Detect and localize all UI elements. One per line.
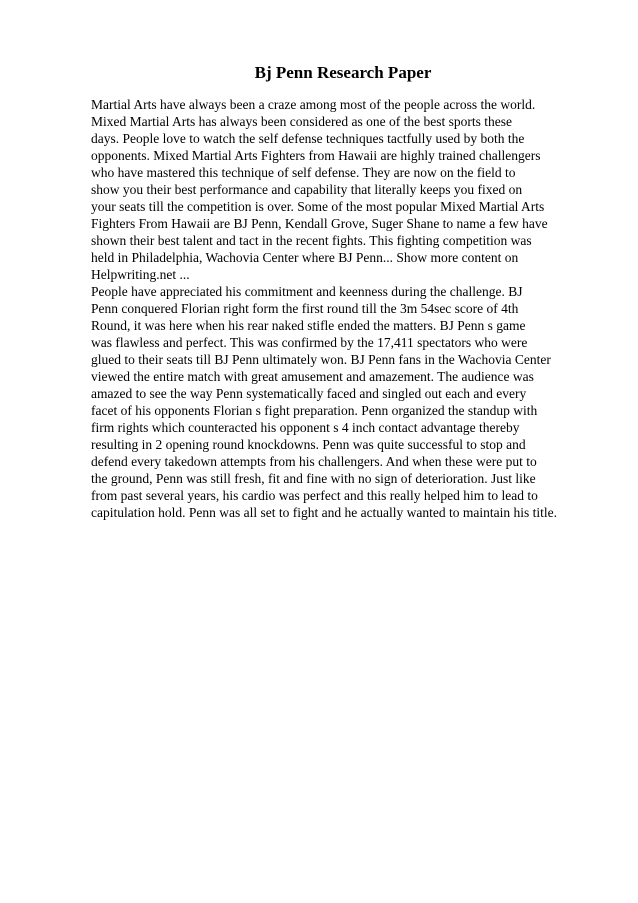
body-line: facet of his opponents Florian s fight preparation. Penn organized the standup with [91,403,538,418]
body-line: Mixed Martial Arts has always been considered as one of the best sports these [91,114,513,129]
body-line: resulting in 2 opening round knockdowns. Penn was quite successful to stop and [91,437,526,452]
document-title: Bj Penn Research Paper [254,63,432,82]
body-line: days. People love to watch the self defense techniques tactfully used by both the [91,131,525,146]
body-line: shown their best talent and tact in the recent fights. This fighting competition was [91,233,532,248]
body-line: viewed the entire match with great amusement and amazement. The audience was [91,369,534,384]
body-line: show you their best performance and capability that literally keeps you fixed on [91,182,523,197]
body-line: Martial Arts have always been a craze among most of the people across the world. [91,97,536,112]
body-line: capitulation hold. Penn was all set to fight and he actually wanted to maintain his title. [91,505,558,520]
body-line: People have appreciated his commitment and keenness during the challenge. BJ [91,284,523,299]
body-line: firm rights which counteracted his opponent s 4 inch contact advantage thereby [91,420,520,435]
body-line: Fighters From Hawaii are BJ Penn, Kendall Grove, Suger Shane to name a few have [91,216,548,231]
body-line: your seats till the competition is over. Some of the most popular Mixed Martial Arts [91,199,545,214]
body-line: amazed to see the way Penn systematically faced and singled out each and every [91,386,527,401]
body-line: defend every takedown attempts from his challengers. And when these were put to [91,454,537,469]
body-line: who have mastered this technique of self defense. They are now on the field to [91,165,516,180]
body-line: opponents. Mixed Martial Arts Fighters from Hawaii are highly trained challengers [91,148,541,163]
body-line: Round, it was here when his rear naked stifle ended the matters. BJ Penn s game [91,318,526,333]
body-line: held in Philadelphia, Wachovia Center where BJ Penn... Show more content on [91,250,519,265]
body-line: Helpwriting.net ... [91,267,190,282]
body-line: Penn conquered Florian right form the first round till the 3m 54sec score of 4th [91,301,519,316]
body-line: was flawless and perfect. This was confirmed by the 17,411 spectators who were [91,335,528,350]
body-line: from past several years, his cardio was perfect and this really helped him to lead to [91,488,538,503]
body-line: the ground, Penn was still fresh, fit and fine with no sign of deterioration. Just like [91,471,536,486]
document-body [91,96,611,521]
body-line: glued to their seats till BJ Penn ultimately won. BJ Penn fans in the Wachovia Center [91,352,551,367]
